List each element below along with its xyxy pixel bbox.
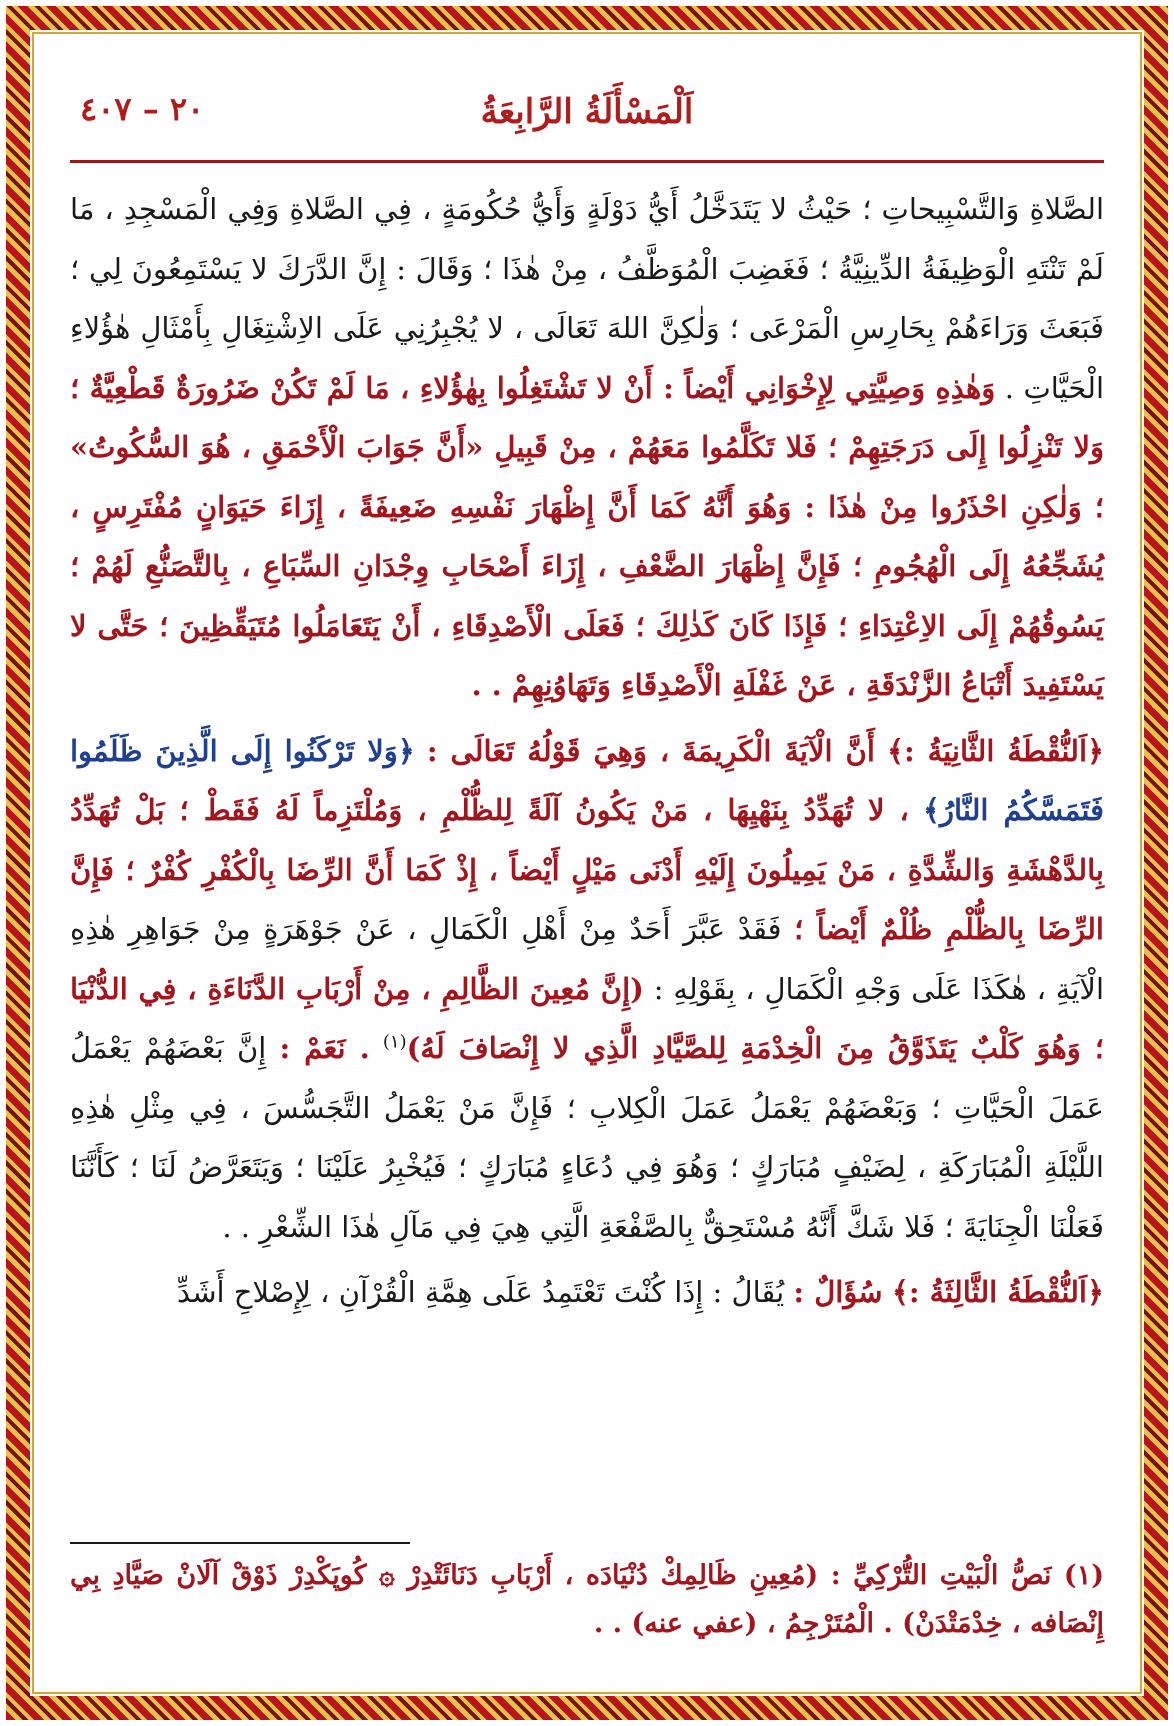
footnote: (١) نَصُّ الْبَيْتِ التُّرْكِيِّ : (مُعِينِ ظَالِمِكْ دُنْيَادَه ، أَرْبَابِ دَنَائَتْدِرْ ۞ كُوپَكْدِرْ ذَوْقْ آلَانْ صَيَّادِ بِي إِنْصَافه ، خِدْمَتْدَنْ) . الْمُتَرْجِمُ ، (عفي عنه) . . <box>70 1560 1104 1639</box>
ornament-open: ﴿ <box>1087 1275 1104 1309</box>
ornament-close: ﴾ <box>886 733 904 768</box>
body-text <box>70 180 1104 1323</box>
paragraph-3-plain: يُقَالُ : إِذَا كُنْتَ تَعْتَمِدُ عَلَى هِمَّةِ الْقُرْآنِ ، لِإِصْلاحِ أَشَدِّ <box>176 1275 785 1309</box>
paragraph-1-plain: الصَّلاةِ وَالتَّسْبِيحاتِ ؛ حَيْثُ لا يَتَدَخَّلُ أَيُّ دَوْلَةٍ وَأَيُّ حُكُومَةٍ ، فِي الصَّلاةِ وَفِي الْمَسْجِدِ ، مَا لَمْ تَنْتَهِ الْوَظِيفَةُ الدِّينِيَّةُ ؛ فَغَضِبَ الْمُوَظَّفُ ، مِنْ هٰذَا ؛ وَقَالَ : إِنَّ الدَّرَكَ لا يَسْتَمِعُونَ لِي ؛ فَبَعَثَ وَرَاءَهُمْ بِحَارِسِ الْمَرْعَى ؛ وَلٰكِنَّ اللهَ تَعَالَى ، لا يُجْبِرُنِي عَلَى الاِشْتِغَالِ بِأَمْثَالِ هٰؤُلاءِ الْحَيَّاتِ . <box>70 192 1104 405</box>
header-divider <box>70 160 1104 163</box>
paragraph-2-plain: فَقَدْ عَبَّرَ أَحَدٌ مِنْ أَهْلِ الْكَمَالِ ، عَنْ جَوْهَرَةٍ مِنْ جَوَاهِرِ هٰذِهِ الْآيَةِ ، هٰكَذَا عَلَى وَجْهِ الْكَمَالِ ، بِقَوْلِهِ : <box>70 912 1105 1006</box>
page-header <box>70 82 1104 142</box>
poem-quote: (إِنَّ مُعِينَ الظَّالِمِ ، مِنْ أَرْبَابِ الدَّنَاءَةِ ، فِي الدُّنْيَا ؛ وَهُوَ كَلْبٌ يَتَذَوَّقُ مِنَ الْخِدْمَةِ لِلصَّيَّادِ الَّذِي لا إِنْصَافَ لَهُ) <box>70 971 1105 1065</box>
paragraph-2 <box>70 722 1104 1258</box>
page <box>30 30 1144 1696</box>
paragraph-3 <box>70 1263 1104 1323</box>
paragraph-1 <box>70 180 1104 716</box>
ornament-open: ﴿ <box>1087 733 1105 768</box>
paragraph-2-lead: أَنَّ الْآيَةَ الْكَرِيمَةَ ، وَهِيَ قَوْلُهُ تَعَالَى : <box>426 733 875 768</box>
question-label: سُؤَالٌ : <box>793 1275 883 1309</box>
page-number: ٢٠ – ٤٠٧ <box>80 90 205 128</box>
ornament-close: ﴾ <box>891 1275 909 1309</box>
footnote-divider <box>70 1542 410 1544</box>
paragraph-1-emphasis: وَهٰذِهِ وَصِيَّتِي لِإِخْوَانِي أَيْضاً : أَنْ لا تَشْتَغِلُوا بِهٰؤُلاءِ ، مَا لَمْ تَكُنْ ضَرُورَةٌ قَطْعِيَّةٌ ؛ وَلا تَنْزِلُوا إِلَى دَرَجَتِهِمْ ؛ فَلا تَكَلَّمُوا مَعَهُمْ ، مِنْ قَبِيلِ «أَنَّ جَوَابَ الْأَحْمَقِ ، هُوَ السُّكُوتُ» ؛ وَلٰكِنِ احْذَرُوا مِنْ هٰذَا : وَهُوَ أَنَّهُ كَمَا أَنَّ إِظْهَارَ نَفْسِهِ ضَعِيفَةً ، إِزَاءَ حَيَوَانٍ مُفْتَرِسٍ ، يُشَجِّعُهُ إِلَى الْهُجُومِ ؛ فَإِنَّ إِظْهَارَ الضَّعْفِ ، إِزَاءَ أَصْحَابِ وِجْدَانِ السِّبَاعِ ، بِالتَّصَنُّعِ لَهُمْ ؛ يَسُوقُهُمْ إِلَى الاِعْتِدَاءِ ؛ فَإِذَا كَانَ كَذٰلِكَ ؛ فَعَلَى الْأَصْدِقَاءِ ، أَنْ يَتَعَامَلُوا مُتَيَقِّظِينَ ؛ حَتَّى لا يَسْتَفِيدَ أَتْبَاعُ الزَّنْدَقَةِ ، عَنْ غَفْلَةِ الْأَصْدِقَاءِ وَتَهَاوُنِهِمْ . . <box>70 370 1104 702</box>
paragraph-2-plain-2: إِنَّ بَعْضَهُمْ يَعْمَلُ عَمَلَ الْحَيَّاتِ ؛ وَبَعْضَهُمْ يَعْمَلُ عَمَلَ الْكِلابِ ؛ فَإِنَّ مَنْ يَعْمَلُ التَّجَسُّسَ ، فِي مِثْلِ هٰذِهِ اللَّيْلَةِ الْمُبَارَكَةِ ، لِضَيْفٍ مُبَارَكٍ ؛ وَهُوَ فِي دُعَاءٍ مُبَارَكٍ ؛ فَيُخْبِرُ عَلَيْنَا ؛ وَيَتَعَرَّضُ لَنَا ؛ كَأَنَّنَا فَعَلْنَا الْجِنَايَةَ ؛ فَلا شَكَّ أَنَّهُ مُسْتَحِقٌّ بِالصَّفْعَةِ الَّتِي هِيَ فِي مَآلِ هٰذَا الشِّعْرِ . . <box>70 1031 1104 1244</box>
section-label-3: اَلنُّقْطَةُ الثَّالِثَةُ : <box>908 1275 1087 1309</box>
page-title: اَلْمَسْأَلَةُ الرَّابِعَةُ <box>480 92 694 132</box>
naam-label: . نَعَمْ : <box>279 1031 370 1065</box>
footnote-marker: (١) <box>382 1031 407 1053</box>
paragraph-2-emphasis: ، لا تُهَدِّدُ بِنَهْيِهَا ، مَنْ يَكُونُ آلَةً لِلظُّلْمِ ، وَمُلْتَزِماً لَهُ فَقَطْ ؛ بَلْ تُهَدِّدُ بِالدَّهْشَةِ وَالشِّدَّةِ ، مَنْ يَمِيلُونَ إِلَيْهِ أَدْنَى مَيْلٍ أَيْضاً ، إِذْ كَمَا أَنَّ الرِّضَا بِالْكُفْرِ كُفْرٌ ؛ فَإِنَّ الرِّضَا بِالظُّلْمِ ظُلْمٌ أَيْضاً ؛ <box>70 793 1104 946</box>
section-label-2: اَلنُّقْطَةُ الثَّانِيَةُ : <box>903 733 1088 768</box>
quran-verse: ﴿وَلا تَرْكَنُوا إِلَى الَّذِينَ ظَلَمُوا فَتَمَسَّكُمُ النَّارُ﴾ <box>70 733 1105 827</box>
